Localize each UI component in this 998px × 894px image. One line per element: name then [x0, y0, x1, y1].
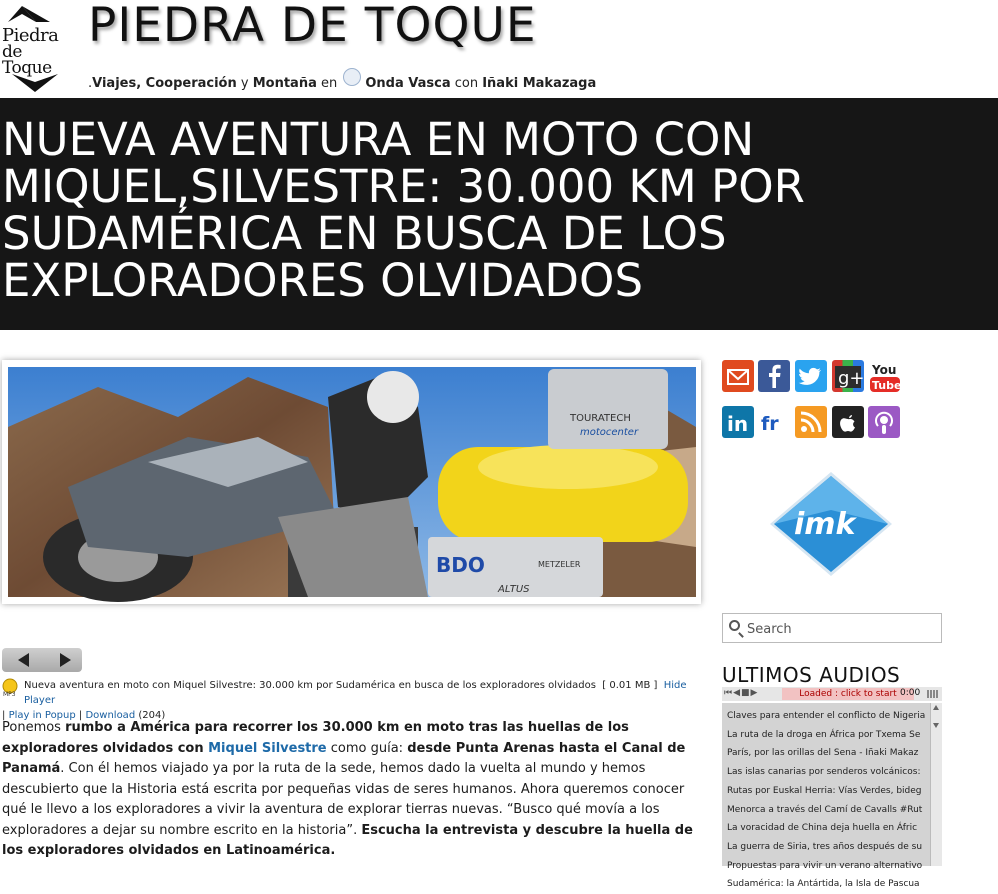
email-icon[interactable]	[722, 360, 754, 392]
latest-audios-title: ULTIMOS AUDIOS	[722, 663, 901, 687]
volume-icon[interactable]	[927, 690, 939, 698]
audio-item[interactable]: Claves para entender el conflicto de Nigeria	[727, 711, 926, 721]
hero-sticker-3: ALTUS	[498, 584, 530, 595]
body-bold-3: Escucha la entrevista y descubre la huella de los exploradores olvidados en Latinoamérica.	[2, 822, 693, 858]
imk-logo[interactable]	[768, 470, 894, 578]
audio-item[interactable]: Las islas canarias por senderos volcánicos:	[727, 767, 921, 778]
logo-line-2: de Toque	[2, 42, 52, 78]
mp3-description: Nueva aventura en moto con Miquel Silvestre: 30.000 km por Sudamérica en busca de los exploradores olvidados	[24, 680, 596, 691]
mp3-sep-2: |	[75, 710, 86, 721]
svg-text:g+: g+	[838, 368, 865, 389]
onda-vasca-icon	[343, 68, 361, 86]
googleplus-icon[interactable]	[832, 360, 864, 392]
audio-item[interactable]: Propuestas para vivir un verano alternativo	[727, 860, 923, 871]
scroll-up-icon[interactable]	[933, 705, 939, 710]
audio-item[interactable]: París, por las orillas del Sena - Iñaki Makaz	[727, 748, 919, 759]
audio-list-scrollbar[interactable]	[930, 703, 942, 866]
player-controls-icon[interactable]: ⏮◀■▶	[724, 688, 759, 698]
svg-text:MP3: MP3	[3, 691, 16, 698]
audio-item[interactable]: Rutas por Euskal Herria: Vías Verdes, bideg	[727, 785, 922, 796]
podcast-icon[interactable]	[868, 406, 900, 438]
imk-logo-text: imk	[794, 507, 856, 542]
site-logo[interactable]	[2, 4, 68, 96]
post-body	[2, 718, 702, 862]
tagline-prefix: .	[88, 76, 93, 91]
hero-brand-2: motocenter	[580, 427, 639, 438]
search-placeholder: Search	[747, 622, 792, 637]
hero-sticker-1: BDO	[436, 553, 485, 577]
post-title: NUEVA AVENTURA EN MOTO CON MIQUEL,SILVESTRE: 30.000 KM POR SUDAMÉRICA EN BUSCA DE LOS EXPLORADORES OLVIDADOS	[2, 113, 805, 307]
player-nav	[2, 648, 82, 672]
audio-item[interactable]: Sudamérica: la Antártida, la Isla de Pascua	[727, 879, 920, 890]
scroll-down-icon[interactable]	[933, 723, 939, 728]
mp3-sep-1: |	[2, 710, 9, 721]
audio-item[interactable]: La ruta de la droga en África por Txema Se	[727, 729, 921, 740]
facebook-icon[interactable]	[758, 360, 790, 392]
body-bold-1: rumbo a América para recorrer los 30.000 km en moto tras las huellas de los exploradores olvidados con	[2, 720, 629, 756]
tagline-montana: Montaña	[252, 76, 317, 91]
hide-player-link[interactable]: Hide Player	[24, 680, 687, 706]
linkedin-icon[interactable]	[722, 406, 754, 438]
tagline-host: Iñaki Makazaga	[482, 76, 597, 91]
post-title-band	[0, 98, 998, 330]
site-title[interactable]: PIEDRA DE TOQUE	[88, 0, 537, 53]
audio-list	[722, 703, 942, 890]
body-text-2: como guía:	[326, 740, 408, 756]
tagline-station[interactable]: Onda Vasca	[365, 76, 451, 91]
miquel-silvestre-link[interactable]: Miquel Silvestre	[208, 740, 327, 756]
audio-item[interactable]: La voracidad de China deja huella en Áfric	[727, 823, 918, 834]
play-in-popup-link[interactable]: Play in Popup	[8, 710, 76, 721]
friendfeed-icon[interactable]	[758, 406, 790, 438]
youtube-icon[interactable]	[868, 360, 900, 392]
body-text-3: . Con él hemos viajado ya por la ruta de la sede, hemos dado la vuelta al mundo y hemos descubierto que la Historia está escrita por pequeñas vidas de seres humanos. Ahora queremos conocer qué le llevo a los exploradores a vivir la aventura de explorar tierras nuevas. “Busco qué movía a los exploradores a dejar su nombre escrito en la historia”.	[2, 761, 685, 838]
search-box[interactable]	[722, 613, 942, 643]
download-count: (204)	[138, 710, 166, 721]
logo-line-1: Piedra	[2, 25, 59, 46]
audio-player-bar[interactable]	[722, 687, 942, 701]
search-icon	[729, 620, 740, 631]
tagline-con: con	[450, 76, 483, 91]
apple-icon[interactable]	[832, 406, 864, 438]
svg-text:Tube: Tube	[872, 379, 902, 392]
download-link[interactable]: Download	[85, 710, 136, 721]
svg-text:in: in	[727, 412, 749, 436]
tagline-y: y	[236, 76, 253, 91]
body-text-1: Ponemos	[2, 720, 66, 735]
svg-text:fr: fr	[761, 413, 779, 435]
audio-item[interactable]: Menorca a través del Camí de Cavalls #Rut	[727, 804, 923, 815]
hero-motorcycle-image[interactable]	[8, 367, 696, 597]
hero-brand-1: TOURATECH	[570, 413, 631, 424]
player-status[interactable]: Loaded : click to start	[782, 688, 914, 700]
audio-item[interactable]: La guerra de Siria, tres años después de su	[727, 841, 923, 852]
hero-sticker-2: METZELER	[538, 560, 581, 569]
hero-image-frame	[2, 360, 701, 604]
player-time: 0:00	[900, 688, 921, 698]
tagline-en: en	[316, 76, 342, 91]
mp3-icon	[2, 679, 18, 698]
rss-icon[interactable]	[795, 406, 827, 438]
body-bold-2: desde Punta Arenas hasta el Canal de Panamá	[2, 740, 686, 776]
site-tagline	[88, 72, 596, 91]
previous-icon[interactable]	[18, 653, 29, 667]
mp3-info	[2, 678, 702, 723]
tagline-viajes: Viajes, Cooperación	[92, 76, 237, 91]
svg-text:You: You	[872, 363, 897, 377]
mp3-size: [ 0.01 MB ]	[602, 680, 658, 691]
next-icon[interactable]	[60, 653, 71, 667]
site-header	[0, 0, 998, 98]
twitter-icon[interactable]	[795, 360, 827, 392]
